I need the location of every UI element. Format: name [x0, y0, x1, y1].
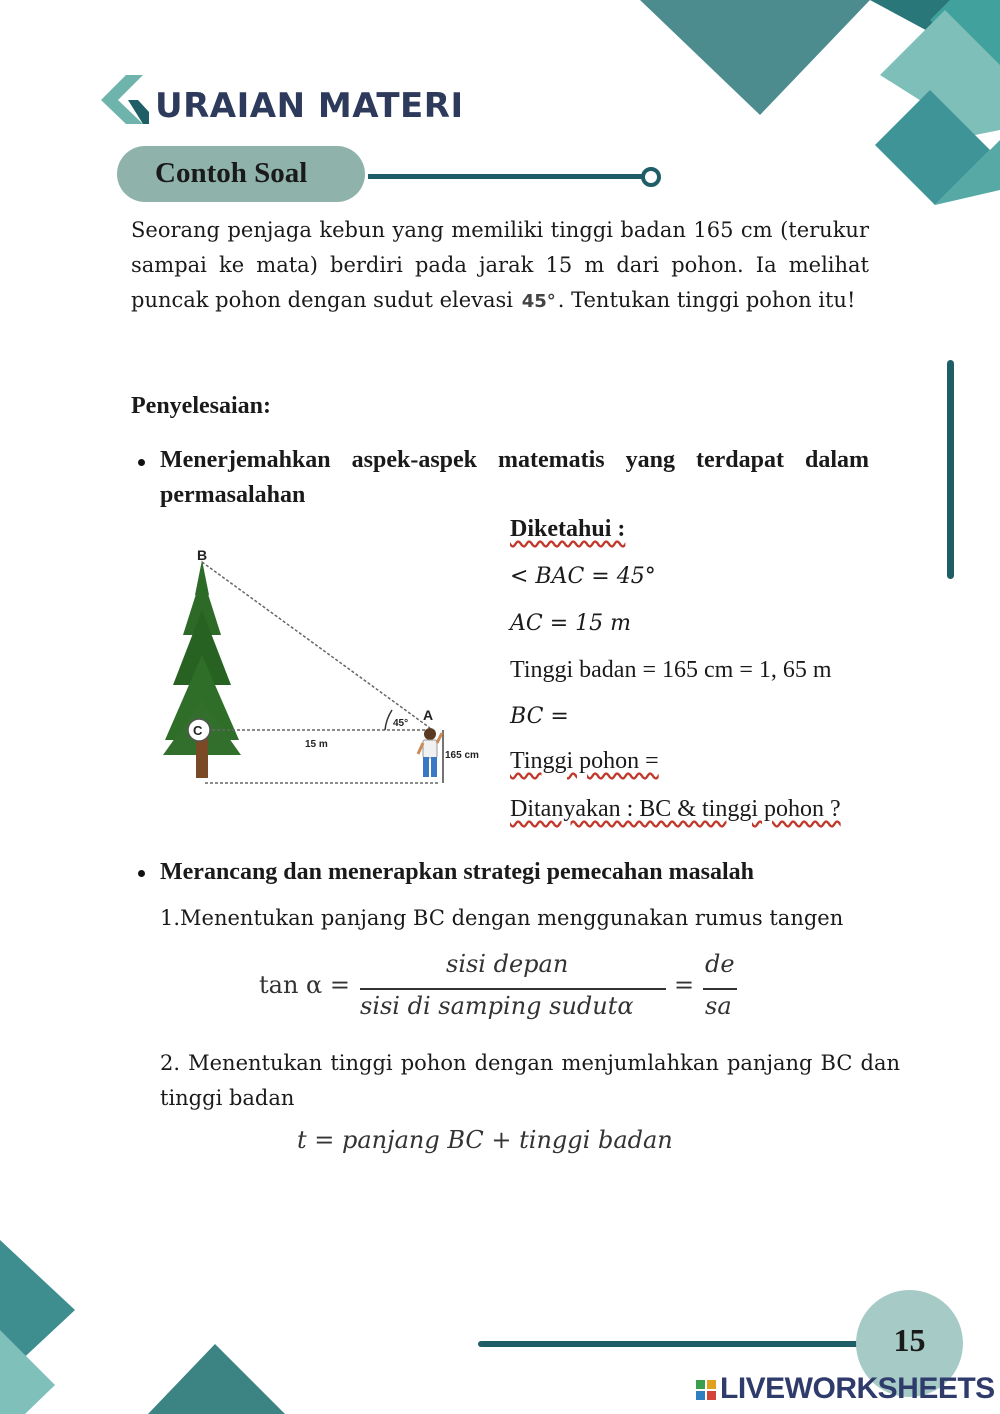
liveworksheets-icon	[696, 1380, 716, 1400]
step-1: 1.Menentukan panjang BC dengan menggunakan rumus tangen	[160, 906, 844, 930]
label-b: B	[197, 547, 208, 563]
known-tree-height	[510, 748, 659, 775]
bullet-dot	[138, 870, 145, 877]
chevron-left-icon	[101, 75, 143, 124]
bullet-translate-aspects: Menerjemahkan aspek-aspek matematis yang terdapat dalam permasalahan	[160, 447, 869, 508]
known-title-text: Diketahui :	[510, 516, 626, 542]
formula1-equals: =	[674, 971, 695, 999]
badge-connector-dot	[641, 167, 661, 187]
footer-line	[478, 1341, 878, 1347]
known-ac-text: AC = 15 m	[510, 611, 631, 636]
known-title	[510, 516, 625, 543]
section-heading: URAIAN MATERI	[155, 86, 464, 126]
formula1-denominator: sisi di samping sudutα	[360, 992, 634, 1020]
bullet-strategy: Merancang dan menerapkan strategi pemecahan masalah	[160, 859, 754, 885]
formula1-numerator: sisi depan	[446, 950, 569, 978]
angle-arc	[385, 710, 392, 730]
badge-connector-line	[368, 174, 644, 179]
problem-angle: 45°	[521, 291, 556, 312]
known-ac	[510, 610, 631, 637]
person-icon	[418, 728, 442, 777]
formula1-lhs: tan α =	[259, 971, 350, 999]
label-a: A	[423, 707, 434, 723]
top-triangle-shape	[640, 0, 870, 115]
solution-heading: Penyelesaian:	[131, 393, 271, 419]
asked-text: Ditanyakan : BC & tinggi pohon ?	[510, 796, 841, 822]
known-angle	[510, 563, 656, 590]
page-number: 15	[893, 1322, 926, 1358]
known-bc-text: BC =	[510, 704, 569, 729]
problem-statement	[131, 213, 869, 319]
formula1-denominator2: sa	[705, 992, 732, 1020]
formula1-fraction-bar	[360, 988, 666, 990]
problem-text-1: Seorang penjaga kebun yang memiliki tinggi badan 165 cm (terukur sampai ke mata) berdiri pada jarak 15 m dari pohon. Ia melihat puncak pohon dengan sudut elevasi	[131, 218, 869, 312]
liveworksheets-text: LIVEWORKSHEETS	[720, 1372, 995, 1405]
known-body-height: Tinggi badan = 165 cm = 1, 65 m	[510, 657, 832, 683]
label-height: 165 cm	[445, 750, 479, 761]
line-of-sight	[202, 562, 430, 728]
known-tree-height-text: Tinggi pohon =	[510, 748, 659, 774]
example-badge	[117, 146, 365, 202]
formula1-numerator2: de	[705, 950, 735, 978]
formula2: t = panjang BC + tinggi badan	[297, 1126, 673, 1154]
tree-diagram	[155, 540, 485, 790]
liveworksheets-logo	[696, 1372, 995, 1406]
known-angle-text: < BAC = 45°	[510, 564, 656, 589]
known-bc	[510, 703, 569, 730]
tree-icon	[163, 560, 241, 778]
step-2: 2. Menentukan tinggi pohon dengan menjumlahkan panjang BC dan tinggi badan	[160, 1051, 900, 1110]
bullet-dot	[138, 459, 145, 466]
label-angle: 45°	[393, 718, 409, 729]
asked	[510, 796, 841, 823]
label-c: C	[193, 723, 203, 738]
example-badge-label: Contoh Soal	[155, 157, 308, 189]
problem-text-2: . Tentukan tinggi pohon itu!	[557, 288, 856, 312]
side-accent-bar	[947, 360, 954, 579]
label-distance: 15 m	[305, 739, 328, 750]
bottom-triangle	[148, 1344, 285, 1414]
formula1-fraction-bar2	[703, 988, 737, 990]
